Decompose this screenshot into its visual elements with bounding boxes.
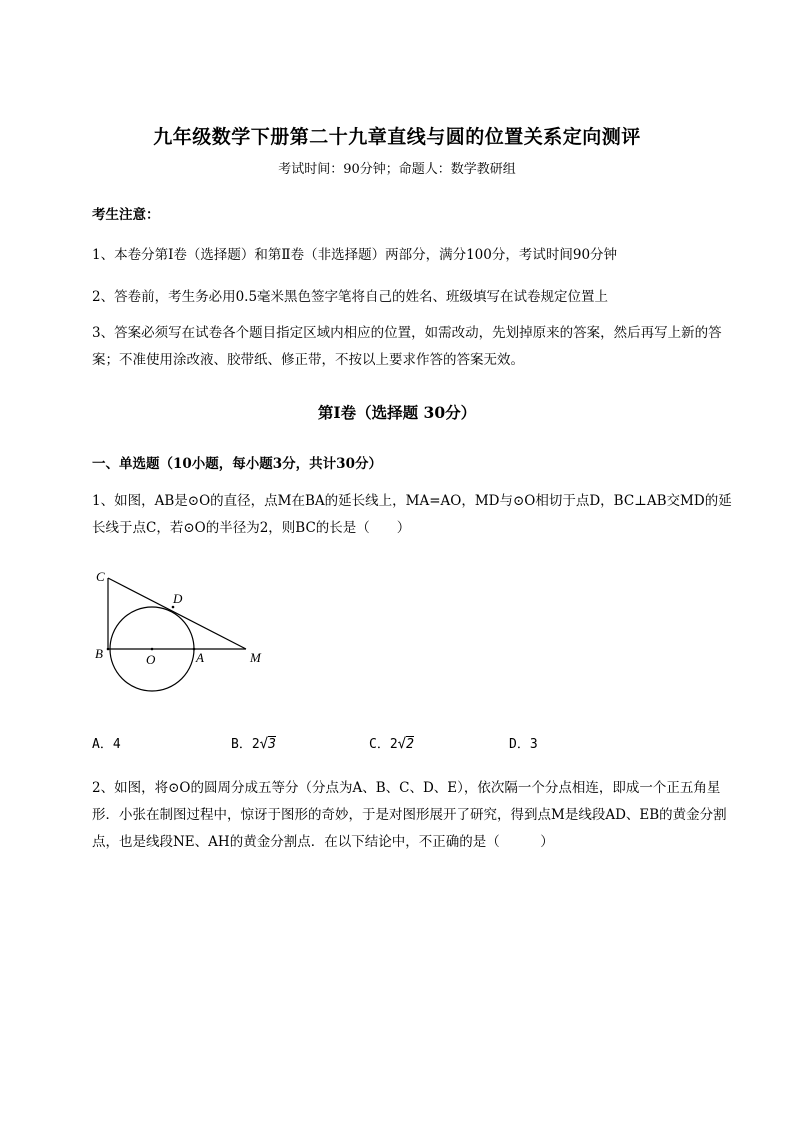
notice-item-2: 2、答卷前，考生务必用0.5毫米黑色签字笔将自己的姓名、班级填写在试卷规定位置上: [92, 289, 609, 305]
question-1-figure: [88, 565, 278, 700]
option-a: A．4: [92, 737, 121, 752]
option-c: C．2√2: [369, 736, 414, 752]
notice-heading: 考生注意：: [92, 207, 160, 223]
label-A: A: [196, 650, 204, 665]
option-b-radicand: 3: [268, 737, 276, 752]
notice-item-1: 1、本卷分第I卷（选择题）和第Ⅱ卷（非选择题）两部分，满分100分，考试时间90分钟: [92, 247, 618, 263]
label-B: B: [95, 646, 103, 661]
option-b-prefix: B．2: [231, 737, 260, 752]
label-M: M: [250, 650, 261, 665]
option-d: D．3: [509, 737, 538, 752]
exam-subtitle: 考试时间：90分钟；命题人：数学教研组: [278, 162, 516, 177]
section-title: 第I卷（选择题 30分）: [317, 403, 477, 422]
option-c-prefix: C．2: [369, 737, 398, 752]
question-1-text: 1、如图，AB是⊙O的直径，点M在BA的延长线上，MA=AO，MD与⊙O相切于点D，BC⊥AB交MD的延长线于点C，若⊙O的半径为2，则BC的长是（ ）: [92, 493, 732, 536]
label-C: C: [96, 569, 105, 584]
exam-title: 九年级数学下册第二十九章直线与圆的位置关系定向测评: [153, 126, 641, 148]
label-O: O: [146, 652, 156, 667]
option-c-radicand: 2: [406, 737, 414, 752]
part-heading: 一、单选题（10小题，每小题3分，共计30分）: [92, 456, 382, 472]
notice-item-3: 3、答案必须写在试卷各个题目指定区域内相应的位置，如需改动，先划掉原来的答案，然后再写上新的答案；不准使用涂改液、胶带纸、修正带，不按以上要求作答的答案无效。: [92, 325, 722, 368]
option-b: B．2√3: [231, 736, 276, 752]
question-2-text: 2、如图，将⊙O的圆周分成五等分（分点为A、B、C、D、E），依次隔一个分点相连，即成一个正五角星形．小张在制图过程中，惊讶于图形的奇妙，于是对图形展开了研究，得到点M是线段AD、EB的黄金分割点，也是线段NE、AH的黄金分割点．在以下结论中，不正确的是（ ）: [92, 780, 727, 850]
label-D: D: [173, 591, 183, 606]
